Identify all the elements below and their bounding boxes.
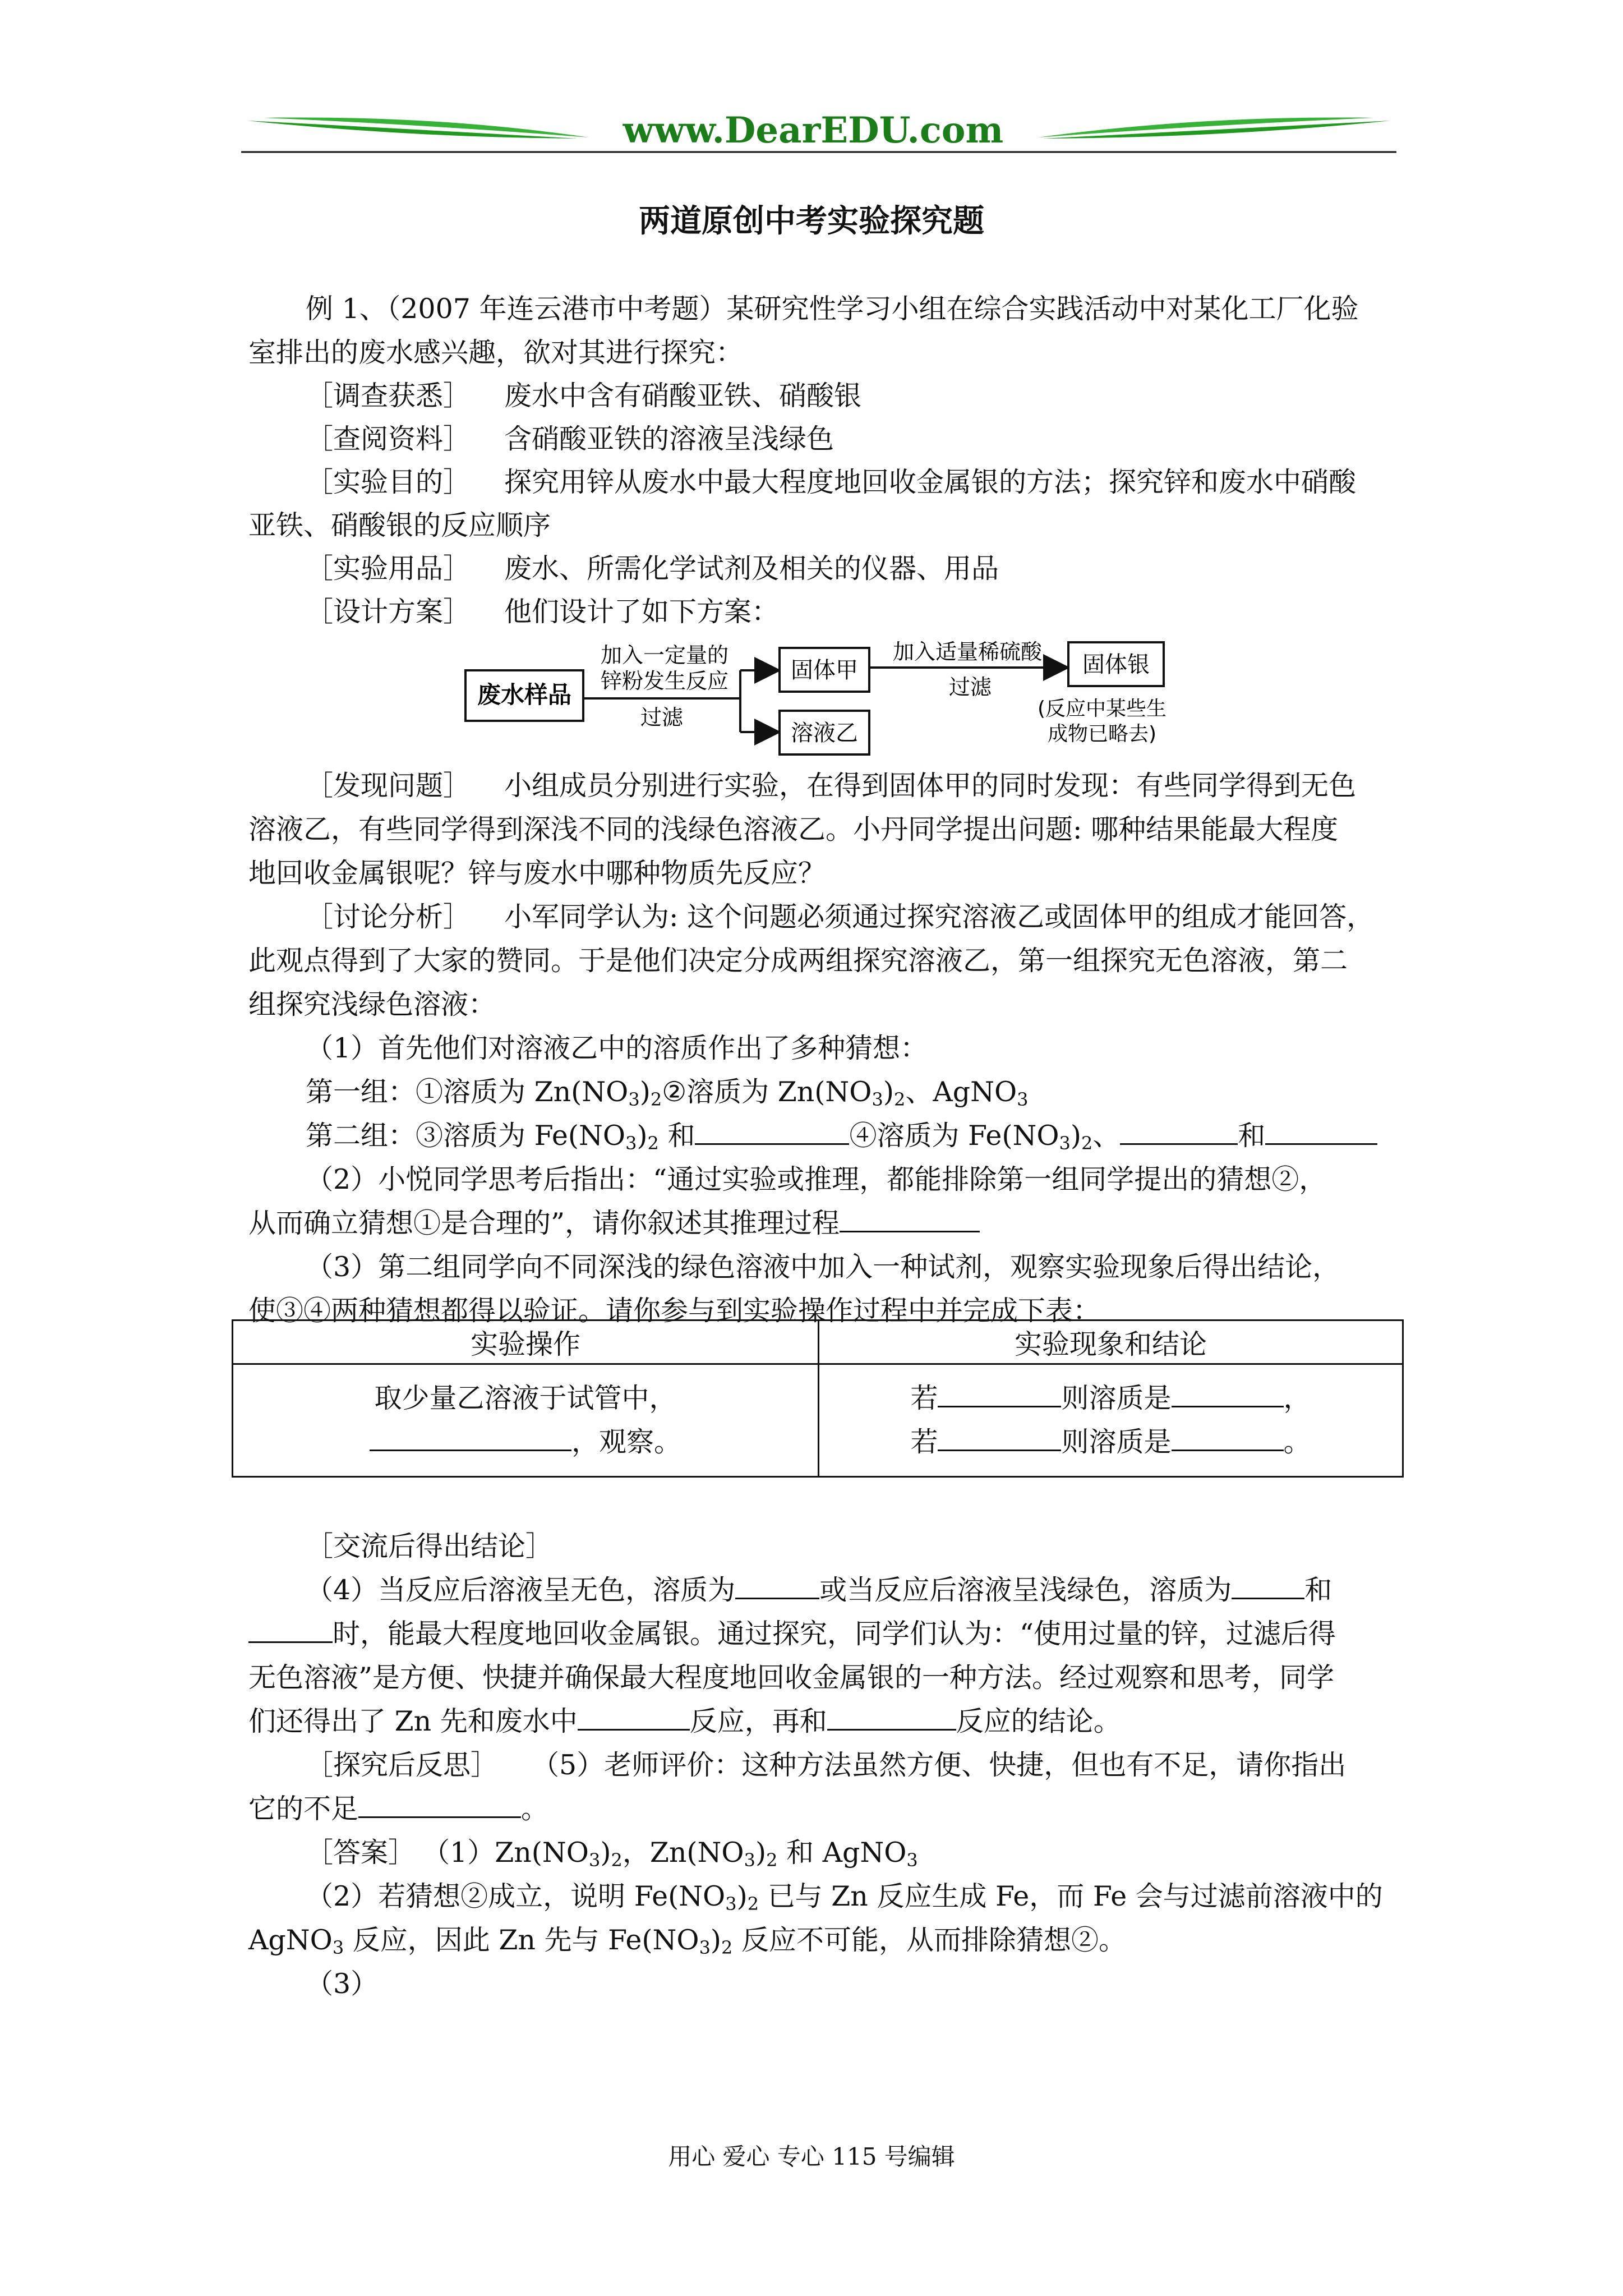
reflection-line-2: 它的不足 。: [248, 1793, 549, 1825]
blank-result-2a[interactable]: [938, 1427, 1061, 1451]
reference-label: ［查阅资料］: [306, 423, 471, 455]
blank-result-1b[interactable]: [1172, 1383, 1284, 1407]
flow-diagram: [463, 637, 1181, 766]
result-line-2: 若 则溶质是 。: [910, 1426, 1311, 1458]
banner-swoosh-right-2: [1038, 117, 1374, 137]
question-2-line-2: 从而确立猜想①是合理的”，请你叙述其推理过程: [248, 1202, 980, 1245]
result-line-1: 若 则溶质是 ，: [910, 1382, 1311, 1414]
flow-step1-bottom: 过滤: [640, 705, 684, 730]
question-4-line-3: 无色溶液”是方便、快捷并确保最大程度地回收金属银的一种方法。经过观察和思考，同学: [248, 1662, 1335, 1694]
group-2-guesses: 第二组：③溶质为 $Fe(NO_3)_2$ 和 ④溶质为 $Fe(NO_3)_2$、 和: [306, 1114, 1377, 1158]
design-text: 他们设计了如下方案：: [504, 596, 780, 628]
flow-solution-b-label: 溶液乙: [791, 720, 858, 746]
discussion-line-2: 此观点得到了大家的赞同。于是他们决定分成两组探究溶液乙，第一组探究无色溶液，第二: [248, 945, 1348, 977]
blank-q2[interactable]: [840, 1208, 980, 1232]
experiment-table: [232, 1319, 1404, 1478]
question-2-line-1: （2）小悦同学思考后指出：“通过实验或推理，都能排除第一组同学提出的猜想②，: [306, 1163, 1327, 1195]
flow-silver-label: 固体银: [1082, 652, 1150, 678]
survey-text: 废水中含有硝酸亚铁、硝酸银: [504, 380, 862, 412]
purpose-text: 探究用锌从废水中最大程度地回收金属银的方法；探究锌和废水中硝酸: [504, 466, 1357, 498]
section-problem: [306, 764, 1356, 808]
question-4-line-1: （4）当反应后溶液呈无色，溶质为 或当反应后溶液呈浅绿色，溶质为 和: [306, 1574, 1332, 1606]
problem-text-1: 小组成员分别进行实验，在得到固体甲的同时发现：有些同学得到无色: [504, 770, 1357, 802]
materials-label: ［实验用品］: [306, 553, 471, 585]
problem-line-3: 地回收金属银呢？锌与废水中哪种物质先反应？: [248, 857, 826, 889]
answer-2-line-2: AgNO$_3$ 反应，因此 Zn 先与 $Fe(NO_3)_2$ 反应不可能，从而排除猜想②。: [248, 1924, 1126, 1958]
page-footer: 用心 爱心 专心 115 号编辑: [668, 2143, 955, 2170]
discussion-label: ［讨论分析］: [306, 901, 471, 933]
flow-step1-top-2: 锌粉发生反应: [600, 669, 729, 693]
blank-g2-2[interactable]: [1120, 1121, 1238, 1145]
question-1: （1）首先他们对溶液乙中的溶质作出了多种猜想：: [306, 1032, 928, 1064]
blank-q5[interactable]: [358, 1794, 521, 1818]
question-3-line-2: 使③④两种猜想都得以验证。请你参与到实验操作过程中并完成下表：: [248, 1295, 1101, 1327]
table-header-result: 实验现象和结论: [819, 1320, 1403, 1364]
blank-operation[interactable]: [370, 1427, 571, 1451]
blank-q4-3[interactable]: [248, 1619, 333, 1643]
blank-result-1a[interactable]: [938, 1383, 1061, 1407]
blank-result-2b[interactable]: [1172, 1427, 1284, 1451]
question-4-line-4: 们还得出了 Zn 先和废水中 反应，再和 反应的结论。: [248, 1705, 1121, 1737]
answer-3: （3）: [306, 1968, 379, 2000]
answer-1: ［答案］ $(1)Zn(NO_3)_2$，$Zn(NO_3)_2$ 和 AgNO$_3$: [306, 1837, 918, 1871]
reflection-text: （5）老师评价：这种方法虽然方便、快捷，但也有不足，请你指出: [532, 1749, 1347, 1781]
section-design: [306, 590, 779, 634]
flow-note-2: 成物已略去): [1047, 723, 1157, 746]
table-cell-result: [819, 1364, 1403, 1477]
problem-label: ［发现问题］: [306, 770, 471, 802]
section-survey: [306, 374, 861, 418]
group-1-guesses: 第一组：①溶质为 $Zn(NO_3)_2②$溶质为 $Zn(NO_3)_2$、AgNO$_3$: [306, 1076, 1029, 1110]
page-title: 两道原创中考实验探究题: [639, 203, 984, 240]
banner-swoosh-left-2: [264, 117, 589, 137]
flow-step2-top: 加入适量稀硫酸: [892, 639, 1043, 664]
discussion-text-1: 小军同学认为: 这个问题必须通过探究溶液乙或固体甲的组成才能回答，: [504, 901, 1375, 933]
question-4-line-2: 时，能最大程度地回收金属银。通过探究，同学们认为：“使用过量的锌，过滤后得: [248, 1612, 1336, 1656]
problem-line-2: 溶液乙，有些同学得到深浅不同的浅绿色溶液乙。小丹同学提出问题: 哪种结果能最大程度: [248, 813, 1339, 845]
blank-q4-5[interactable]: [827, 1706, 956, 1731]
section-reflection: [306, 1743, 1346, 1787]
section-discussion: [306, 895, 1374, 939]
reference-text: 含硝酸亚铁的溶液呈浅绿色: [504, 423, 834, 455]
flow-step1-top-1: 加入一定量的: [600, 643, 729, 668]
site-logo: www.DearEDU.com: [623, 109, 1004, 151]
purpose-label: ［实验目的］: [306, 466, 471, 498]
answer-2-line-1: （2）若猜想②成立，说明 $Fe(NO_3)_2$ 已与 Zn 反应生成 Fe，而 Fe 会与过滤前溶液中的: [306, 1880, 1383, 1915]
table-header-operation: 实验操作: [233, 1320, 819, 1364]
section-purpose: [306, 461, 1356, 504]
purpose-line-2: 亚铁、硝酸银的反应顺序: [248, 509, 551, 541]
blank-q4-1[interactable]: [735, 1575, 819, 1599]
design-label: ［设计方案］: [306, 596, 471, 628]
blank-g2-1[interactable]: [695, 1121, 849, 1145]
flow-note-1: (反应中某些生: [1037, 697, 1167, 720]
survey-label: ［调查获悉］: [306, 380, 471, 412]
blank-q4-4[interactable]: [578, 1706, 690, 1731]
discussion-line-3: 组探究浅绿色溶液：: [248, 988, 496, 1020]
intro-line-2: 室排出的废水感兴趣，欲对其进行探究：: [248, 337, 744, 369]
reflection-label: ［探究后反思］: [306, 1749, 499, 1781]
flow-step2-bottom: 过滤: [948, 675, 992, 700]
flow-solid-a-label: 固体甲: [791, 657, 858, 683]
question-3-line-1: （3）第二组同学向不同深浅的绿色溶液中加入一种试剂，观察实验现象后得出结论，: [306, 1251, 1340, 1283]
section-reference: [306, 417, 834, 461]
section-conclusion: ［交流后得出结论］: [306, 1530, 554, 1562]
table-cell-operation: [233, 1364, 819, 1477]
operation-line-1: 取少量乙溶液于试管中，: [374, 1382, 677, 1414]
answer-label: ［答案］: [306, 1837, 416, 1869]
materials-text: 废水、所需化学试剂及相关的仪器、用品: [504, 553, 999, 585]
operation-line-2: ，观察。: [234, 1420, 817, 1464]
flow-sample-label: 废水样品: [477, 681, 572, 708]
blank-q4-2[interactable]: [1232, 1575, 1304, 1599]
section-materials: [306, 547, 999, 591]
intro-line-1: 例 1、（2007 年连云港市中考题）某研究性学习小组在综合实践活动中对某化工厂化验: [306, 293, 1359, 325]
blank-g2-3[interactable]: [1265, 1121, 1377, 1145]
